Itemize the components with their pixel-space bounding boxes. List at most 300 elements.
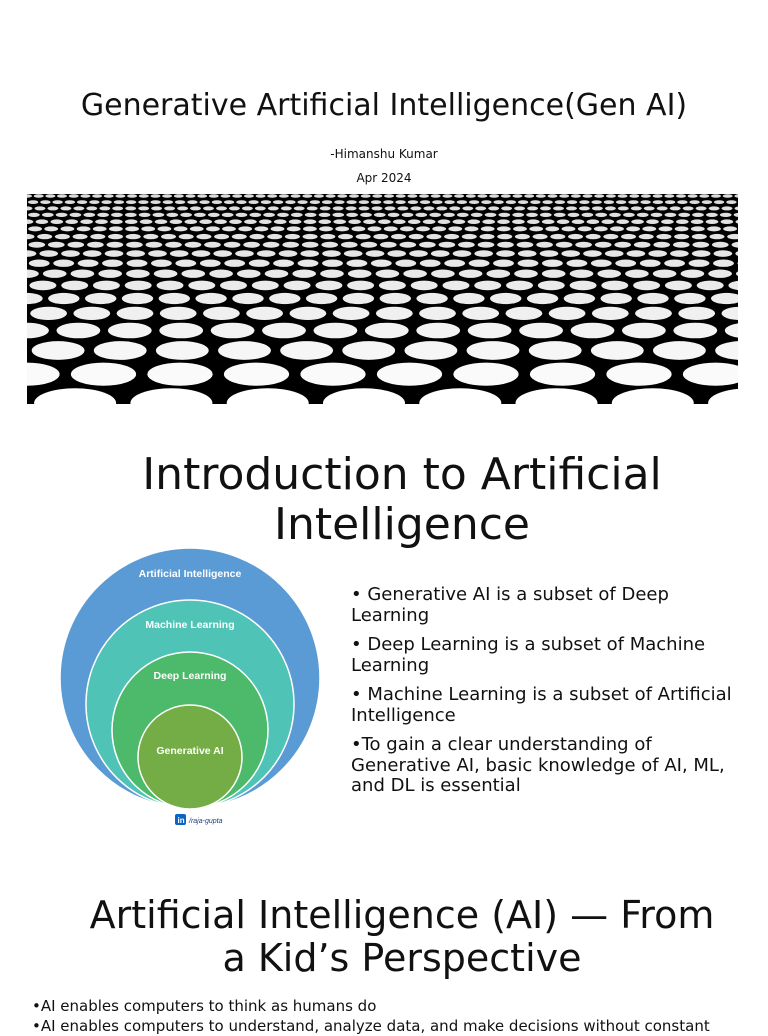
disc [290, 307, 327, 320]
disc [518, 200, 528, 204]
disc [229, 219, 242, 224]
disc [73, 234, 88, 239]
disc [426, 234, 441, 239]
disc [206, 226, 220, 231]
disc [85, 293, 116, 304]
disc [439, 242, 456, 248]
disc [536, 194, 546, 198]
disc [347, 260, 368, 267]
disc [518, 260, 539, 267]
disc [673, 242, 690, 248]
disc [471, 213, 483, 217]
ai-kids-perspective-title: Artificial Intelligence (AI) — From a Kid’s Perspective [89, 893, 715, 980]
disc [319, 213, 331, 217]
disc [568, 213, 580, 217]
disc [125, 206, 136, 210]
disc [335, 226, 349, 231]
disc [542, 270, 566, 278]
disc [653, 200, 663, 204]
disc [333, 206, 344, 210]
disc [60, 206, 71, 210]
disc [259, 219, 272, 224]
disc [376, 307, 413, 320]
disc [365, 323, 409, 339]
disc [633, 281, 660, 291]
disc [689, 200, 699, 204]
disc [410, 206, 421, 210]
disc [187, 200, 197, 204]
disc [35, 206, 46, 210]
disc [623, 213, 635, 217]
disc [42, 213, 54, 217]
disc [32, 341, 85, 360]
disc [73, 206, 84, 210]
disc [347, 281, 374, 291]
ring-label-genai: Generative AI [156, 745, 224, 757]
disc [497, 242, 514, 248]
disc [297, 200, 307, 204]
disc [199, 200, 209, 204]
disc [462, 206, 473, 210]
disc [554, 213, 566, 217]
disc [689, 260, 710, 267]
disc [348, 270, 372, 278]
disc [416, 323, 460, 339]
disc [443, 281, 470, 291]
disc [242, 206, 253, 210]
disc [514, 270, 538, 278]
disc [568, 234, 583, 239]
disc [249, 213, 261, 217]
disc [454, 194, 464, 198]
disc [627, 250, 646, 257]
disc [90, 234, 105, 239]
disc [644, 206, 655, 210]
disc [527, 293, 558, 304]
disc [224, 200, 234, 204]
disc [397, 206, 408, 210]
disc [714, 200, 724, 204]
disc [533, 234, 548, 239]
disc [269, 293, 300, 304]
disc [43, 270, 67, 278]
disc [561, 250, 580, 257]
disc [380, 242, 397, 248]
disc [474, 250, 493, 257]
disc [27, 250, 36, 257]
disc [52, 200, 62, 204]
disc [468, 323, 512, 339]
disc [432, 226, 446, 231]
disc [625, 270, 649, 278]
disc [221, 194, 231, 198]
disc [138, 206, 149, 210]
disc [29, 260, 50, 267]
disc [530, 363, 595, 386]
disc [538, 281, 565, 291]
disc [163, 200, 173, 204]
disc [73, 307, 110, 320]
disc [27, 234, 35, 239]
disc [591, 200, 601, 204]
disc [303, 234, 318, 239]
disc [159, 323, 203, 339]
disc [279, 194, 289, 198]
disc [306, 293, 337, 304]
disc [37, 234, 52, 239]
disc [475, 206, 486, 210]
disc [80, 219, 93, 224]
disc [429, 213, 441, 217]
disc [47, 206, 58, 210]
disc [592, 307, 629, 320]
disc [153, 213, 165, 217]
disc [715, 341, 738, 360]
disc [156, 341, 209, 360]
disc [676, 219, 689, 224]
disc [631, 219, 644, 224]
disc [148, 250, 167, 257]
disc [697, 281, 724, 291]
disc [691, 226, 705, 231]
disc [61, 281, 88, 291]
disc [482, 219, 495, 224]
disc [319, 226, 333, 231]
disc [65, 200, 75, 204]
disc [177, 206, 188, 210]
disc [566, 206, 577, 210]
disc [157, 281, 184, 291]
disc [618, 206, 629, 210]
disc [115, 194, 125, 198]
disc [36, 219, 49, 224]
disc [670, 206, 681, 210]
disc [212, 200, 222, 204]
disc [235, 250, 254, 257]
disc [567, 260, 588, 267]
disc [639, 234, 654, 239]
disc [431, 250, 450, 257]
disc [387, 250, 406, 257]
disc [468, 219, 481, 224]
disc [188, 281, 215, 291]
disc [722, 206, 733, 210]
disc [675, 226, 689, 231]
disc [57, 323, 101, 339]
disc [396, 194, 406, 198]
disc [368, 226, 382, 231]
disc [635, 307, 672, 320]
disc [602, 219, 615, 224]
disc [723, 194, 733, 198]
disc [374, 213, 386, 217]
disc [688, 194, 698, 198]
disc [127, 194, 137, 198]
disc [595, 242, 612, 248]
disc [416, 293, 447, 304]
disc [674, 293, 705, 304]
disc [127, 260, 148, 267]
disc [359, 206, 370, 210]
disc [726, 200, 736, 204]
disc [55, 234, 70, 239]
disc [594, 194, 604, 198]
disc [567, 200, 577, 204]
disc [575, 242, 592, 248]
ai-nested-circles-diagram [56, 544, 328, 832]
disc [284, 281, 311, 291]
disc [93, 281, 120, 291]
disc [261, 200, 271, 204]
disc [89, 200, 99, 204]
disc [361, 242, 378, 248]
disc [449, 206, 460, 210]
disc [27, 323, 49, 339]
disc [359, 200, 369, 204]
disc [469, 200, 479, 204]
disc [673, 323, 717, 339]
disc [195, 293, 226, 304]
disc [481, 200, 491, 204]
disc [708, 270, 732, 278]
disc [542, 219, 555, 224]
disc [323, 388, 405, 404]
disc [175, 260, 196, 267]
disc [356, 234, 371, 239]
kid-item-understand: •AI enables computers to understand, analyze data, and make decisions without constant [32, 1017, 710, 1035]
disc [224, 260, 245, 267]
disc [664, 260, 685, 267]
disc [626, 226, 640, 231]
disc [736, 219, 739, 224]
ai-hierarchy-bullets [351, 585, 751, 806]
disc [232, 293, 263, 304]
disc [710, 234, 725, 239]
disc [545, 226, 559, 231]
disc [65, 219, 78, 224]
disc [292, 270, 316, 278]
disc [702, 200, 712, 204]
disc [214, 234, 229, 239]
disc [693, 242, 710, 248]
disc [612, 388, 694, 404]
svg-text:in: in [177, 816, 185, 825]
disc [48, 242, 65, 248]
disc [467, 341, 520, 360]
disc [677, 200, 687, 204]
disc [642, 226, 656, 231]
disc [262, 323, 306, 339]
disc [218, 341, 271, 360]
bullet-ml-subset: • Machine Learning is a subset of Artificial Intelligence [351, 684, 732, 726]
white-discs-pattern [27, 194, 738, 404]
disc [214, 219, 227, 224]
disc [141, 226, 155, 231]
disc [160, 307, 197, 320]
disc [170, 250, 189, 257]
disc [277, 213, 289, 217]
disc [403, 270, 427, 278]
disc [501, 206, 512, 210]
disc [723, 226, 737, 231]
disc [236, 200, 246, 204]
disc [497, 226, 511, 231]
disc [28, 226, 42, 231]
disc [393, 219, 406, 224]
disc [513, 226, 527, 231]
disc [555, 200, 565, 204]
disc [77, 200, 87, 204]
disc [605, 206, 616, 210]
disc [496, 250, 515, 257]
disc [517, 242, 534, 248]
disc [182, 270, 206, 278]
disc [388, 213, 400, 217]
bullet-dl-subset: • Deep Learning is a subset of Machine Learning [351, 634, 706, 676]
disc [222, 213, 234, 217]
disc [180, 213, 192, 217]
disc [111, 213, 123, 217]
disc [683, 363, 738, 386]
disc [263, 242, 280, 248]
disc [419, 194, 429, 198]
disc [314, 194, 324, 198]
disc [147, 363, 212, 386]
disc [462, 307, 499, 320]
disc [653, 242, 670, 248]
disc [274, 219, 287, 224]
disc [582, 213, 594, 217]
disc [320, 206, 331, 210]
disc [453, 219, 466, 224]
disc [366, 250, 385, 257]
disc [203, 307, 240, 320]
disc [656, 234, 671, 239]
disc [497, 219, 510, 224]
disc [371, 200, 381, 204]
disc [646, 219, 659, 224]
disc [713, 260, 734, 267]
disc [143, 234, 158, 239]
disc [402, 213, 414, 217]
disc [139, 194, 149, 198]
disc [267, 234, 282, 239]
disc [487, 270, 511, 278]
disc [268, 206, 279, 210]
disc [346, 206, 357, 210]
disc [657, 206, 668, 210]
disc [289, 219, 302, 224]
disc [192, 250, 211, 257]
disc [86, 206, 97, 210]
disc [300, 250, 319, 257]
disc [615, 260, 636, 267]
disc [126, 270, 150, 278]
disc [384, 194, 394, 198]
disc [583, 250, 602, 257]
disc [87, 242, 104, 248]
disc [559, 194, 569, 198]
disc [709, 206, 720, 210]
disc [373, 234, 388, 239]
disc [628, 200, 638, 204]
disc [150, 200, 160, 204]
bullet-genai-subset: • Generative AI is a subset of Deep Learning [351, 584, 669, 626]
disc [384, 226, 398, 231]
disc [665, 213, 677, 217]
disc [664, 194, 674, 198]
disc [372, 194, 382, 198]
disc [125, 281, 152, 291]
disc [196, 234, 211, 239]
disc [343, 293, 374, 304]
disc [229, 206, 240, 210]
disc [199, 219, 212, 224]
disc [190, 206, 201, 210]
disc [250, 234, 265, 239]
disc [395, 260, 416, 267]
disc [197, 194, 207, 198]
disc [683, 206, 694, 210]
disc [155, 219, 168, 224]
disc [665, 281, 692, 291]
disc [696, 206, 707, 210]
disc [436, 206, 447, 210]
disc [681, 270, 705, 278]
disc [385, 206, 396, 210]
disc [285, 234, 300, 239]
disc [512, 219, 525, 224]
disc [631, 206, 642, 210]
presentation-date: Apr 2024 [356, 171, 412, 185]
disc [122, 293, 153, 304]
disc [27, 219, 33, 224]
disc [380, 293, 411, 304]
disc [634, 242, 651, 248]
disc [322, 260, 343, 267]
disc [444, 260, 465, 267]
disc [246, 307, 283, 320]
disc [322, 250, 341, 257]
disc [104, 194, 114, 198]
disc [564, 293, 595, 304]
disc [310, 200, 320, 204]
disc [453, 363, 518, 386]
disc [727, 234, 738, 239]
disc [140, 219, 153, 224]
disc [307, 206, 318, 210]
disc [400, 242, 417, 248]
disc [409, 250, 428, 257]
disc [238, 226, 252, 231]
disc [609, 213, 621, 217]
disc [540, 213, 552, 217]
disc [139, 213, 151, 217]
disc [622, 323, 666, 339]
disc [243, 242, 260, 248]
disc [346, 200, 356, 204]
disc [594, 226, 608, 231]
disc [431, 270, 455, 278]
disc [252, 281, 279, 291]
disc [319, 219, 332, 224]
disc [265, 270, 289, 278]
disc [629, 194, 639, 198]
disc [443, 213, 455, 217]
disc [438, 219, 451, 224]
disc [98, 270, 122, 278]
disc [97, 213, 109, 217]
